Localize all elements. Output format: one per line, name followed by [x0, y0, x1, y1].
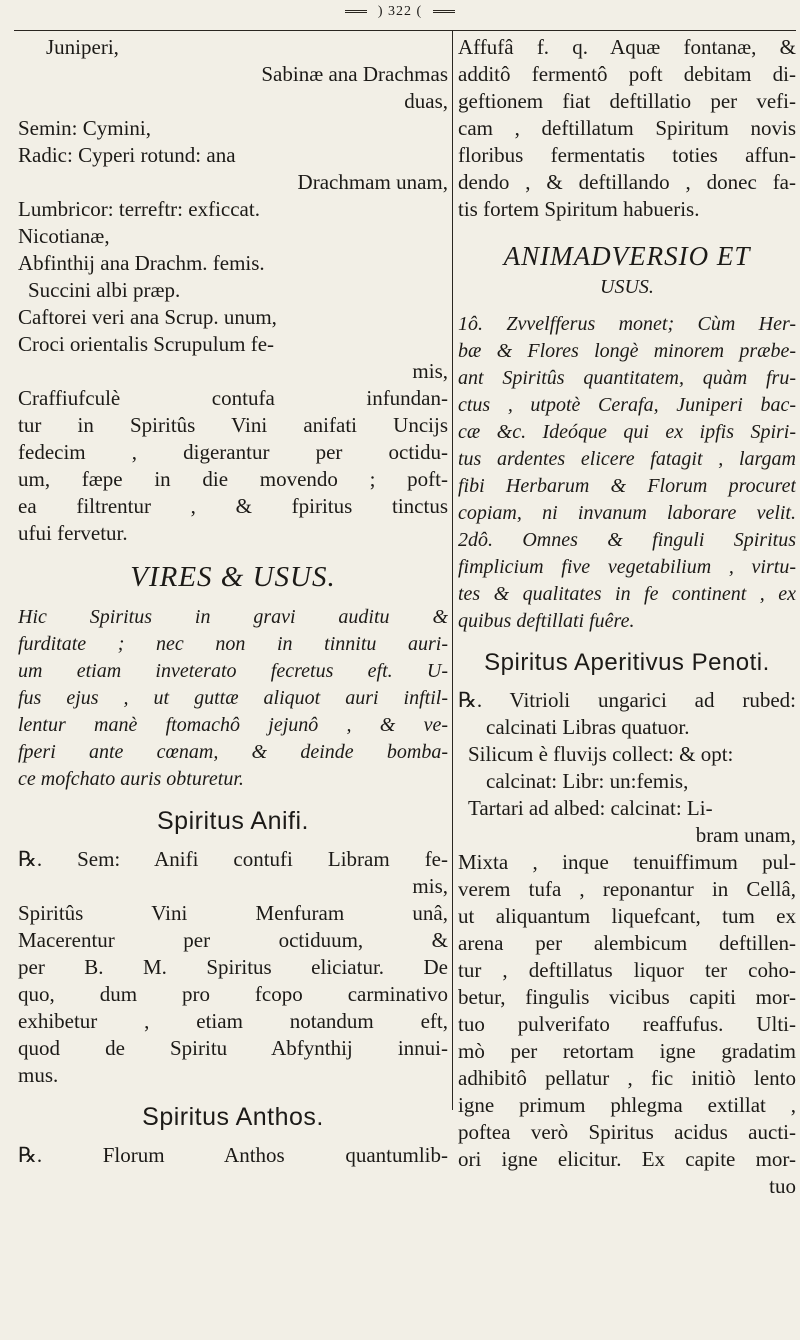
- text-line: Affufâ f. q. Aquæ fontanæ, &: [458, 35, 796, 59]
- text-line: Croci orientalis Scrupulum fe-: [18, 332, 275, 356]
- text-line: ea filtrentur , & fpiritus tinctus: [18, 494, 448, 518]
- recipe-block: [18, 34, 448, 547]
- text-line: dendo , & deftillando , donec fa-: [458, 170, 796, 194]
- text-line: ce mofchato auris obturetur.: [18, 768, 244, 790]
- text-line: exhibetur , etiam notandum eft,: [18, 1009, 448, 1033]
- section-heading-spiritus-aperitivus: Spiritus Aperitivus Penoti.: [484, 649, 770, 676]
- text-line: Silicum è fluvijs collect: & opt:: [468, 742, 734, 766]
- text-line: calcinati Libras quatuor.: [486, 715, 690, 739]
- text-line: calcinat: Libr: un:femis,: [486, 769, 689, 793]
- spiritus-anisi-body: [18, 846, 448, 1089]
- text-line: furditate ; nec non in tinnitu auri-: [18, 633, 448, 655]
- right-ornament: [433, 10, 455, 13]
- text-line: ℞. Vitrioli ungarici ad rubed:: [458, 688, 796, 712]
- text-line: duas,: [404, 89, 448, 113]
- text-line: ufui fervetur.: [18, 521, 128, 545]
- intro-block: [458, 34, 796, 223]
- section-heading-spiritus-anisi: Spiritus Anifi.: [156, 807, 309, 835]
- text-line: quibus deftillati fuêre.: [458, 610, 635, 632]
- text-line: ctus , utpotè Cerafa, Juniperi bac-: [458, 394, 796, 416]
- text-line: Radic: Cyperi rotund: ana: [18, 143, 236, 167]
- text-line: ℞. Florum Anthos quantumlib-: [18, 1143, 448, 1167]
- text-line: ℞. Sem: Anifi contufi Libram fe-: [18, 847, 448, 871]
- text-line: arena per alembicum deftillen-: [458, 931, 796, 955]
- spiritus-aperitivus-body: [458, 687, 796, 1200]
- text-line: Macerentur per octiduum, &: [18, 928, 448, 952]
- text-line: verem tufa , reponantur in Cellâ,: [458, 877, 796, 901]
- text-line: tur in Spiritûs Vini anifati Uncijs: [18, 413, 448, 437]
- text-line: Mixta , inque tenuiffimum pul-: [458, 850, 796, 874]
- text-line: mus.: [18, 1063, 59, 1087]
- text-line: Lumbricor: terreftr: exficcat.: [18, 197, 260, 221]
- text-line: tis fortem Spiritum habueris.: [458, 197, 700, 221]
- text-line: Tartari ad albed: calcinat: Li-: [468, 796, 713, 820]
- text-line: quo, dum pro fcopo carminativo: [18, 982, 448, 1006]
- top-rule: [14, 30, 796, 31]
- text-line: tus ardentes elicere fatagit , largam: [458, 448, 796, 470]
- text-line: poftea verò Spiritus acidus aucti-: [458, 1120, 796, 1144]
- section-heading-spiritus-anthos: Spiritus Anthos.: [142, 1103, 324, 1131]
- vires-usus-body: [18, 604, 448, 793]
- text-line: fibi Herbarum & Florum procuret: [458, 475, 796, 497]
- text-line: fus ejus , ut guttæ aliquot auri inftil-: [18, 687, 448, 709]
- column-divider: [452, 30, 453, 1110]
- section-subheading-usus: USUS.: [600, 276, 654, 298]
- text-line: Succini albi præp.: [28, 278, 181, 302]
- page-number: ) 322 (: [377, 4, 423, 19]
- text-line: Spiritûs Vini Menfuram unâ,: [18, 901, 448, 925]
- text-line: mis,: [412, 359, 448, 383]
- text-line: igne primum phlegma extillat ,: [458, 1093, 796, 1117]
- text-line: Nicotianæ,: [18, 224, 110, 248]
- text-line: Craffiufculè contufa infundan-: [18, 386, 448, 410]
- text-line: tuo: [769, 1174, 796, 1198]
- text-line: fperi ante cœnam, & deinde bomba-: [18, 741, 448, 763]
- text-line: ant Spiritûs quantitatem, quàm fru-: [458, 367, 796, 389]
- right-column: [458, 34, 796, 1200]
- text-line: tuo pulverifato reaffufus. Ulti-: [458, 1012, 796, 1036]
- text-line: cam , deftillatum Spiritum novis: [458, 116, 796, 140]
- text-line: fedecim , digerantur per octidu-: [18, 440, 448, 464]
- text-line: um, fæpe in die movendo ; poft-: [18, 467, 448, 491]
- text-line: lentur manè ftomachô jejunô , & ve-: [18, 714, 448, 736]
- text-line: additô fermentô poft debitam di-: [458, 62, 796, 86]
- text-line: ori igne elicitur. Ex capite mor-: [458, 1147, 796, 1171]
- text-line: quod de Spiritu Abfynthij innui-: [18, 1036, 448, 1060]
- text-line: geftionem fiat deftillatio per vefi-: [458, 89, 796, 113]
- text-line: adhibitô pellatur , fic initiò lento: [458, 1066, 796, 1090]
- text-line: Juniperi,: [46, 35, 119, 59]
- text-line: mò per retortam igne gradatim: [458, 1039, 796, 1063]
- text-line: bram unam,: [695, 823, 796, 847]
- text-line: ut aliquantum liquefcant, tum ex: [458, 904, 796, 928]
- text-line: um etiam inveterato fecretus eft. U-: [18, 660, 448, 682]
- text-line: Sabinæ ana Drachmas: [261, 62, 448, 86]
- text-line: Caftorei veri ana Scrup. unum,: [18, 305, 277, 329]
- text-line: floribus fermentatis toties affun-: [458, 143, 796, 167]
- section-heading-animadversio: ANIMADVERSIO ET: [503, 241, 751, 271]
- left-ornament: [345, 10, 367, 13]
- text-line: per B. M. Spiritus eliciatur. De: [18, 955, 448, 979]
- text-line: Hic Spiritus in gravi auditu &: [18, 606, 448, 628]
- text-line: 2dô. Omnes & finguli Spiritus: [458, 529, 796, 551]
- text-line: mis,: [412, 874, 448, 898]
- text-line: tur , deftillatus liquor ter coho-: [458, 958, 796, 982]
- text-line: Abfinthij ana Drachm. femis.: [18, 251, 265, 275]
- text-line: Drachmam unam,: [297, 170, 448, 194]
- text-line: bæ & Flores longè minorem præbe-: [458, 340, 796, 362]
- text-line: fimplicium five vegetabilium , virtu-: [458, 556, 796, 578]
- text-line: 1ô. Zvvelfferus monet; Cùm Her-: [458, 313, 796, 335]
- text-line: tes & qualitates in fe continent , ex: [458, 583, 796, 605]
- text-line: copiam, ni invanum laborare velit.: [458, 502, 796, 524]
- animadversio-body: [458, 311, 796, 635]
- text-line: cæ &c. Ideóque qui ex ipfis Spiri-: [458, 421, 796, 443]
- running-header: [0, 4, 800, 30]
- text-line: betur, fingulis vicibus capiti mor-: [458, 985, 796, 1009]
- text-line: Semin: Cymini,: [18, 116, 152, 140]
- spiritus-anthos-body: [18, 1142, 448, 1169]
- section-heading-vires-usus: VIRES & USUS.: [130, 561, 336, 593]
- left-column: [18, 34, 448, 1169]
